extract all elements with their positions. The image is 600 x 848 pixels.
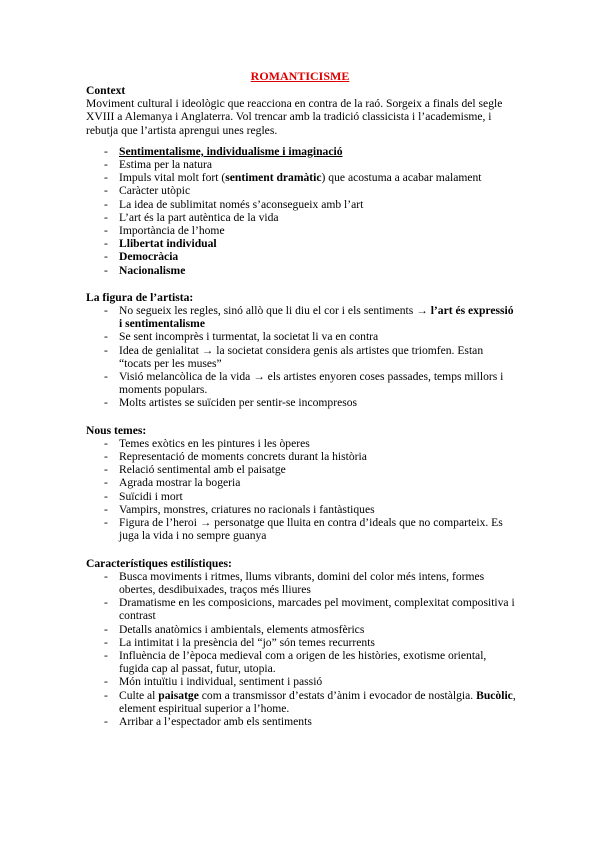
item-text: Busca moviments i ritmes, llums vibrants, domini del color més intens, formes obertes, desdibuixades, traços més lliures [119,569,485,596]
bold-text: l’art és expressió i sentimentalisme [119,304,514,331]
item-text: La intimitat i la presència del “jo” són temes recurrents [119,635,375,649]
item-text: Impuls vital molt fort ( [119,171,226,185]
item-text: Representació de moments concrets durant la història [119,450,367,464]
item-text: Importància de l’home [119,224,225,238]
list-item [86,636,516,649]
bold-text: sentiment dramàtic [225,171,322,185]
artist-items [86,304,516,410]
document-body [86,84,516,728]
bold-text: Nacionalisme [119,263,186,277]
list-item [86,264,516,277]
item-text: La idea de sublimitat només s’aconsegueix amb l’art [119,197,364,211]
item-text: Visió melancòlica de la vida → els artistes enyoren coses passades, temps millors i moments populars. [119,370,504,397]
list-item [86,463,516,476]
sentimentalism-items [86,158,516,277]
list-item [86,437,516,450]
list-item [86,570,516,596]
list-item [86,330,516,343]
item-text: Figura de l’heroi → personatge que lluita en contra d’ideals que no comparteix. Es juga la vida i no sempre guanya [119,516,503,543]
context-heading: Context [86,84,126,97]
bold-text: Bucòlic [476,688,513,702]
item-text: Caràcter utòpic [119,184,191,198]
item-text: Culte al [119,688,159,702]
sentimentalism-list [86,145,516,158]
document-title: ROMANTICISME [250,69,350,83]
item-text: L’art és la part autèntica de la vida [119,210,279,224]
list-item [86,450,516,463]
list-item [86,304,516,330]
list-item [86,211,516,224]
style-items [86,570,516,728]
list-item [86,370,516,396]
list-item [86,675,516,688]
item-text: Món intuïtiu i individual, sentiment i passió [119,675,323,689]
item-text: , element espiritual superior a l’home. [119,688,516,715]
list-item [86,198,516,211]
themes-items [86,437,516,543]
item-text: com a transmissor d’estats d’ànim i evocador de nostàlgia. [198,688,477,702]
bold-text: paisatge [158,688,199,702]
list-item [86,649,516,675]
list-item [86,623,516,636]
item-text: Molts artistes se suïciden per sentir-se incompresos [119,396,358,410]
context-paragraph: Moviment cultural i ideològic que reacciona en contra de la raó. Sorgeix a finals del segle XVIII a Alemanya i Anglaterra. Vol trencar amb la tradició classicista i l’academisme, i rebutja que l’artista aprengui unes regles. [86,97,503,137]
item-text: No segueix les regles, sinó allò que li diu el cor i els sentiments → [119,304,431,318]
list-item [86,490,516,503]
list-item [86,250,516,263]
item-text: Relació sentimental amb el paisatge [119,463,286,477]
item-text: ) que acostuma a acabar malament [321,171,482,185]
item-text: Dramatisme en les composicions, marcades pel moviment, complexitat compositiva i contrast [119,596,515,623]
list-item [86,503,516,516]
bold-text: Democràcia [119,250,179,264]
list-item [86,476,516,489]
style-heading: Característiques estilístiques: [86,556,232,570]
item-text: Vampirs, monstres, criatures no racionals i fantàstiques [119,502,375,516]
item-text: Temes exòtics en les pintures i les òperes [119,436,310,450]
list-item [86,344,516,370]
list-item [86,184,516,197]
item-text: Estima per la natura [119,158,213,172]
item-text: Influència de l’època medieval com a origen de les històries, exotisme oriental, fugida cap al passat, futur, utopia. [119,648,487,676]
item-text: Agrada mostrar la bogeria [119,476,241,490]
list-item [86,715,516,728]
item-text: Detalls anatòmics i ambientals, elements atmosfèrics [119,622,365,636]
list-item [86,171,516,184]
sentimentalism-heading: - Sentimentalisme, individualisme i imaginació [86,145,516,158]
list-item [86,237,516,250]
list-item [86,689,516,715]
list-item [86,224,516,237]
bold-text: Llibertat individual [119,237,217,251]
list-item [86,396,516,409]
list-item [86,516,516,542]
item-text: Se sent incomprès i turmentat, la societat li va en contra [119,330,379,344]
item-text: Arribar a l’espectador amb els sentiments [119,714,312,728]
item-text: Idea de genialitat → la societat considera genis als artistes que triomfen. Estan “tocats per les muses” [119,343,484,370]
themes-heading: Nous temes: [86,423,147,437]
item-text: Suïcidi i mort [119,489,183,503]
artist-heading: La figura de l’artista: [86,290,194,304]
list-item [86,158,516,171]
list-item [86,596,516,622]
